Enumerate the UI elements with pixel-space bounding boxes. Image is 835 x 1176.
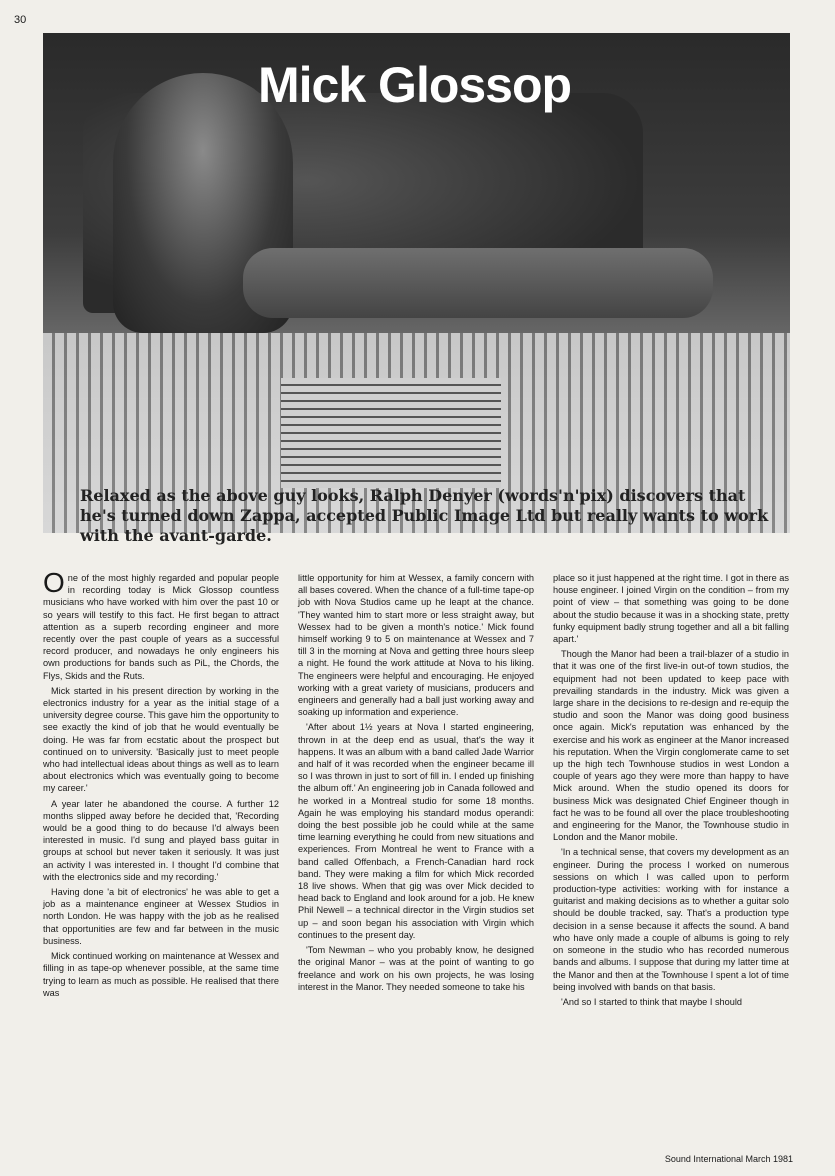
- standfirst: Relaxed as the above guy looks, Ralph Denyer (words'n'pix) discovers that he's turned down Zappa, accepted Public Image Ltd but really wants to work with the avant-garde.: [80, 486, 769, 545]
- page-footer: Sound International March 1981: [664, 1154, 793, 1164]
- article-title: Mick Glossop: [258, 57, 572, 113]
- paragraph: Mick started in his present direction by working in the electronics industry for a year as the initial stage of a university degree course. This gave him the opportunity to see exactly the kind of job that he would eventually be doing. He was far from ecstatic about the prospect but continued on to university. 'Basically just to meet people who had intellectual ideas about things as well as to learn about electronics which was eventually going to become my career.': [43, 685, 279, 794]
- paragraph: One of the most highly regarded and popular people in recording today is Mick Glossop countless musicians who have worked with him over the past 10 or so years will testify to this fact. He first began to attract attention as a superb recording engineer and more recently over the past couple of years as a successful record producer, and nowadays he only engineers his own productions for bands such as PiL, the Chords, the Flys, Skids and the Ruts.: [43, 567, 279, 681]
- paragraph: little opportunity for him at Wessex, a family concern with all bases covered. When the chance of a full-time tape-op job with Nova Studios came up he leapt at the chance. 'They wanted him to start more or less straight away, but Wessex had to be given a month's notice.' Mick found himself working 9 to 5 on maintenance at Wessex and 7 till 3 in the morning at Nova and getting three hours sleep a night. He found the work attitude at Nova to his liking. The engineers were helpful and encouraging. He enjoyed working with a great variety of musicians, producers and engineers and generally had a ball just working away and soaking up information and experience.: [298, 573, 534, 718]
- article-column-1: [43, 567, 279, 1002]
- photo-legs: [243, 248, 713, 318]
- paragraph: Mick continued working on maintenance at Wessex and filling in as tape-op whenever possible, at the same time trying to learn as much as possible. He realised that there was: [43, 951, 279, 998]
- paragraph: 'Tom Newman – who you probably know, he designed the original Manor – was at the point of wanting to go freelance and work on his own projects, he was losing interest in the Manor. They needed someone to take his: [298, 945, 534, 992]
- paragraph: A year later he abandoned the course. A further 12 months slipped away before he decided that, 'Recording would be a good thing to do because I'd always been interested in music. I'd sung and played bass guitar in groups at school but never taken it seriously. It was just an activity I was interested in. I thought I'd combine that with the electronics side and my recording.': [43, 798, 279, 882]
- paragraph: Having done 'a bit of electronics' he was able to get a job as a maintenance engineer at Wessex Studios in north London. He was happy with the job as he realised that opportunities are few and far between in the music business.: [43, 887, 279, 946]
- paragraph: 'And so I started to think that maybe I should: [561, 996, 743, 1007]
- drop-cap: O: [43, 567, 65, 598]
- paragraph: place so it just happened at the right time. I got in there as house engineer. I joined Virgin on the condition – from my point of view – that something was going to be done about the studio because it was in a shocking state, pretty funky equipment badly strung together and all a bit falling apart.': [553, 573, 789, 645]
- article-column-3: [553, 572, 789, 1011]
- page-number: 30: [14, 14, 27, 26]
- photo-console-centre: [281, 378, 501, 488]
- paragraph: 'In a technical sense, that covers my development as an engineer. During the process I worked on numerous sessions on which I was called upon to perform production-type activities: working with for instance a guitarist and making decisions as to whether a guitar solo should be double tracked, say. That's a production type decision in a sense because it affects the sound. A band who have only made a couple of albums is going to rely on someone in the studio who has recorded numerous bands and albums. I suppose that during my latter time at the Manor and then at the Townhouse I spent a lot of time being involved with bands on that basis.: [553, 847, 789, 992]
- paragraph: Though the Manor had been a trail-blazer of a studio in that it was one of the first live-in out-of town studios, the equipment had not been updated to keep pace with prevailing standards in the industry. Mick was given a large share in the decisions to re-design and re-equip the studio and soon the Manor was doing good business once again. Mick's reputation was enhanced by the exercise and his work as engineer at the Manor increased his reputation. When the Virgin conglomerate came to set up the high tech Townhouse studios in west London a couple of years ago they were more than happy to have Mick around. When the studio opened its doors for business Mick was designated Chief Engineer though in fact he was to be found all over the place troubleshooting and engineering for the Manor, the Townhouse studio in London and the Manor mobile.: [553, 649, 789, 843]
- article-column-2: [298, 572, 534, 996]
- paragraph: 'After about 1½ years at Nova I started engineering, thrown in at the deep end as usual, that's the way it happens. It was an album with a band called Jade Warrior and half of it was recorded when the engineer became ill so I was thrown in just to sort of fill in. I ended up finishing the album off.' An engineering job in Canada followed and he worked in a Montreal studio for some 18 months. Again he was employing his standard modus operandi: doing the best possible job he could while at the same time learning everything he could from new situations and experiences. From Montreal he went to France with a band called Offenbach, a French-Canadian hard rock band. They were making a film for which Mick recorded 18 live shows. When that gig was over Mick decided to head back to England and look around for a job. He knew Phil Newell – a technical director in the Virgin studios set up – and soon began his association with Virgin which continues to the present day.: [298, 722, 534, 940]
